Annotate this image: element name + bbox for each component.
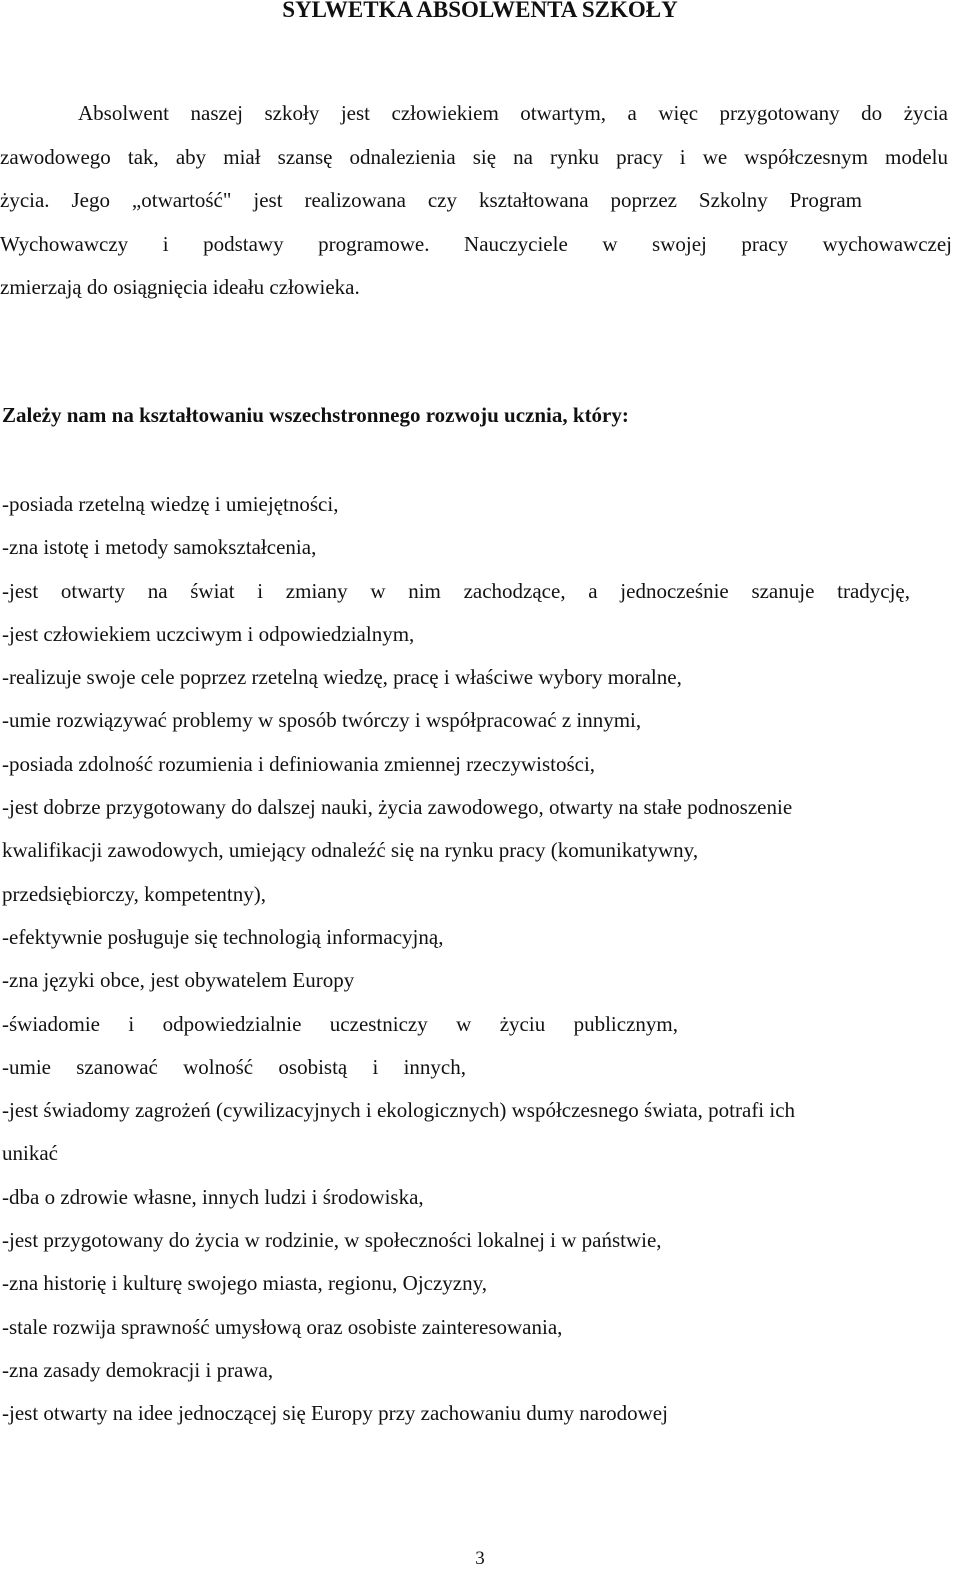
list-item: -umie rozwiązywać problemy w sposób twórczy i współpracować z innymi,	[2, 708, 642, 733]
document-title: SYLWETKA ABSOLWENTA SZKOŁY	[282, 0, 678, 22]
intro-line: Absolwent naszej szkoły jest człowiekiem otwartym, a więc przygotowany do życia	[78, 101, 948, 125]
intro-line: Wychowawczy i podstawy programowe. Nauczyciele w swojej pracy wychowawczej	[0, 231, 952, 256]
graduate-traits-list	[0, 483, 960, 1436]
list-item: -jest otwarty na świat i zmiany w nim zachodzące, a jednocześnie szanuje tradycję,	[2, 578, 910, 603]
list-item: -jest dobrze przygotowany do dalszej nauki, życia zawodowego, otwarty na stałe podnoszenie	[2, 795, 793, 820]
list-item: -stale rozwija sprawność umysłową oraz osobiste zainteresowania,	[2, 1314, 563, 1339]
list-item: -świadomie i odpowiedzialnie uczestniczy w życiu publicznym,	[2, 1011, 678, 1036]
list-item: -posiada zdolność rozumienia i definiowania zmiennej rzeczywistości,	[2, 751, 596, 776]
intro-line: zawodowego tak, aby miał szansę odnalezienia się na rynku pracy i we współczesnym modelu	[0, 144, 948, 169]
list-item: -dba o zdrowie własne, innych ludzi i środowiska,	[2, 1184, 424, 1209]
list-item: -zna zasady demokracji i prawa,	[2, 1357, 274, 1382]
list-item: -umie szanować wolność osobistą i innych,	[2, 1054, 466, 1079]
intro-paragraph	[0, 92, 960, 310]
intro-line: zmierzają do osiągnięcia ideału człowieka.	[0, 275, 360, 299]
list-item-continuation: przedsiębiorczy, kompetentny),	[2, 881, 266, 906]
page-number: 3	[475, 1548, 485, 1569]
list-item-continuation: unikać	[2, 1141, 58, 1166]
list-item: -realizuje swoje cele poprzez rzetelną wiedzę, pracę i właściwe wybory moralne,	[2, 665, 682, 690]
list-item: -jest przygotowany do życia w rodzinie, w społeczności lokalnej i w państwie,	[2, 1228, 662, 1253]
intro-line: życia. Jego „otwartość" jest realizowana czy kształtowana poprzez Szkolny Program	[0, 188, 862, 212]
list-item: -zna istotę i metody samokształcenia,	[2, 535, 317, 560]
list-item: -zna języki obce, jest obywatelem Europy	[2, 968, 355, 993]
list-item: -jest człowiekiem uczciwym i odpowiedzialnym,	[2, 621, 415, 646]
list-item: -efektywnie posługuje się technologią informacyjną,	[2, 924, 444, 949]
section-heading: Zależy nam na kształtowaniu wszechstronnego rozwoju ucznia, który:	[2, 403, 629, 427]
list-item: -jest otwarty na idee jednoczącej się Europy przy zachowaniu dumy narodowej	[2, 1401, 668, 1426]
list-item: -zna historię i kulturę swojego miasta, regionu, Ojczyzny,	[2, 1271, 487, 1296]
list-item-continuation: kwalifikacji zawodowych, umiejący odnaleźć się na rynku pracy (komunikatywny,	[2, 838, 699, 863]
list-item: -posiada rzetelną wiedzę i umiejętności,	[2, 492, 339, 516]
list-item: -jest świadomy zagrożeń (cywilizacyjnych i ekologicznych) współczesnego świata, potrafi ich	[2, 1098, 796, 1123]
